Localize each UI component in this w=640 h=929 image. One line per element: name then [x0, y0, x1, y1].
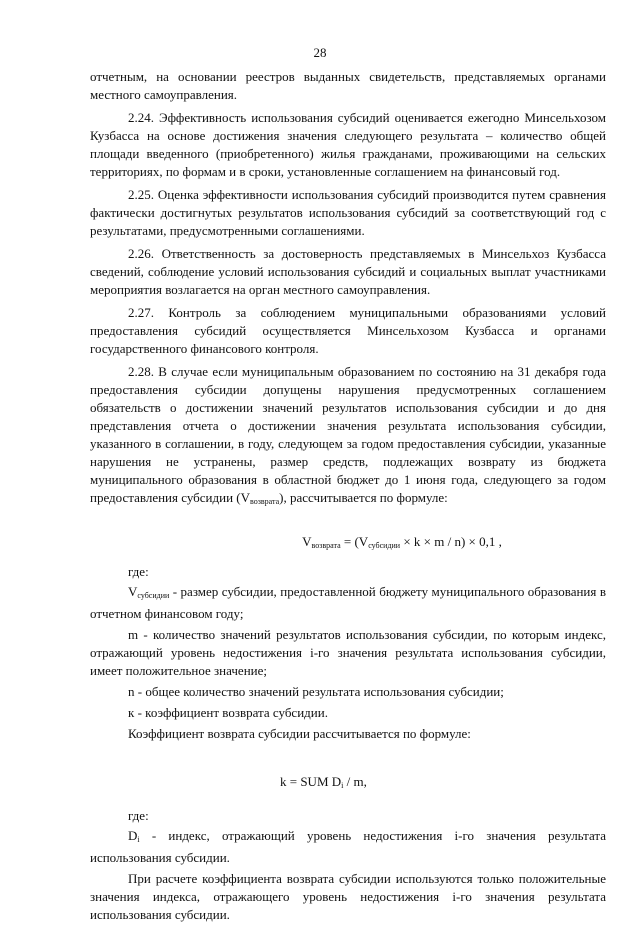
refund-formula: [198, 533, 606, 555]
formula-lhs: V: [302, 534, 312, 549]
formula-lhs-sub: возврата: [311, 541, 341, 550]
def-var-sub: i: [137, 835, 140, 844]
document-body: [90, 68, 606, 929]
coefficient-intro: Коэффициент возврата субсидии рассчитывается по формуле:: [128, 726, 471, 741]
definition-k: [90, 704, 606, 722]
paragraph-2-28: [90, 363, 606, 511]
where-label-1: где:: [128, 564, 149, 579]
def-var: m: [128, 627, 139, 642]
def-text: - общее количество значений результата использования субсидии;: [134, 684, 504, 699]
paragraph-2-26: 2.26. Ответственность за достоверность представляемых в Минсельхоз Кузбасса сведений, соблюдение условий использования субсидий и социальных выплат участниками мероприятия возлагается на орган местного самоуправления.: [90, 246, 606, 297]
paragraph-2-24: 2.24. Эффективность использования субсидий оценивается ежегодно Минсельхозом Кузбасса на основе достижения значения следующего результата – количество общей площади введенного (приобретенного) жилья гражданами, проживающими на сельских территориях, по формам и в сроки, установленные соглашением на финансовый год.: [90, 110, 606, 179]
final-paragraph: При расчете коэффициента возврата субсидии используются только положительные значения индекса, отражающего уровень недостижения i-го значения результата использования субсидии.: [90, 871, 606, 922]
def-var: D: [128, 828, 138, 843]
definition-n: [90, 683, 606, 701]
def-text: - количество значений результатов использования субсидии, по которым индекс, отражающий уровень недостижения i-го значения результата использования субсидии, имеет положительное значение;: [90, 627, 606, 678]
definition-m: [90, 626, 606, 680]
def-var-sub: субсидии: [137, 591, 170, 600]
def-text: - индекс, отражающий уровень недостижения i-го значения результата использования субсидии.: [90, 828, 606, 865]
definition-d: [90, 827, 606, 867]
formula-subsidy-sub: субсидии: [368, 541, 401, 550]
refund-var: V: [240, 490, 251, 505]
def-var: V: [128, 584, 138, 599]
def-var: n: [128, 684, 135, 699]
page-number: 28: [313, 45, 327, 60]
coefficient-formula: [280, 773, 606, 795]
formula2-sub: i: [341, 781, 344, 790]
formula-rest: × k × m / n) × 0,1 ,: [400, 534, 502, 549]
refund-var-sub: возврата: [250, 497, 280, 506]
where-label-2: где:: [128, 808, 149, 823]
formula-eq: = (V: [340, 534, 369, 549]
formula2-lhs: k = SUM D: [280, 774, 342, 789]
formula2-rest: / m,: [343, 774, 367, 789]
paragraph-2-28-tail: ), рассчитывается по формуле:: [279, 490, 448, 505]
paragraph-2-25: 2.25. Оценка эффективности использования субсидий производится путем сравнения фактически достигнутых результатов использования субсидий за соответствующий год с результатами, предусмотренными соглашениями.: [90, 187, 606, 238]
def-var: к: [128, 705, 135, 720]
paragraph-continuation: отчетным, на основании реестров выданных свидетельств, представляемых органами местного самоуправления.: [90, 69, 606, 102]
definition-v-subsidy: [90, 583, 606, 623]
def-text: - размер субсидии, предоставленной бюджету муниципального образования в отчетном финансовом году;: [90, 584, 606, 621]
paragraph-2-27: 2.27. Контроль за соблюдением муниципальными образованиями условий предоставления субсидий осуществляется Минсельхозом Кузбасса и органами государственного финансового контроля.: [90, 305, 606, 356]
def-text: - коэффициент возврата субсидии.: [134, 705, 328, 720]
paragraph-2-28-text: 2.28. В случае если муниципальным образованием по состоянию на 31 декабря года предоставления субсидии допущены нарушения предусмотренных соглашением обязательств о достижении значений результатов использования субсидии и до дня представления отчета о достижении значения результата использования субсидии, указанного в соглашении, в году, следующем за годом предоставления субсидии, указанные нарушения не устранены, размер средств, подлежащих возврату из бюджета муниципального образования в областной бюджет до 1 июня года, следующего за годом предоставления субсидии (: [90, 364, 606, 505]
